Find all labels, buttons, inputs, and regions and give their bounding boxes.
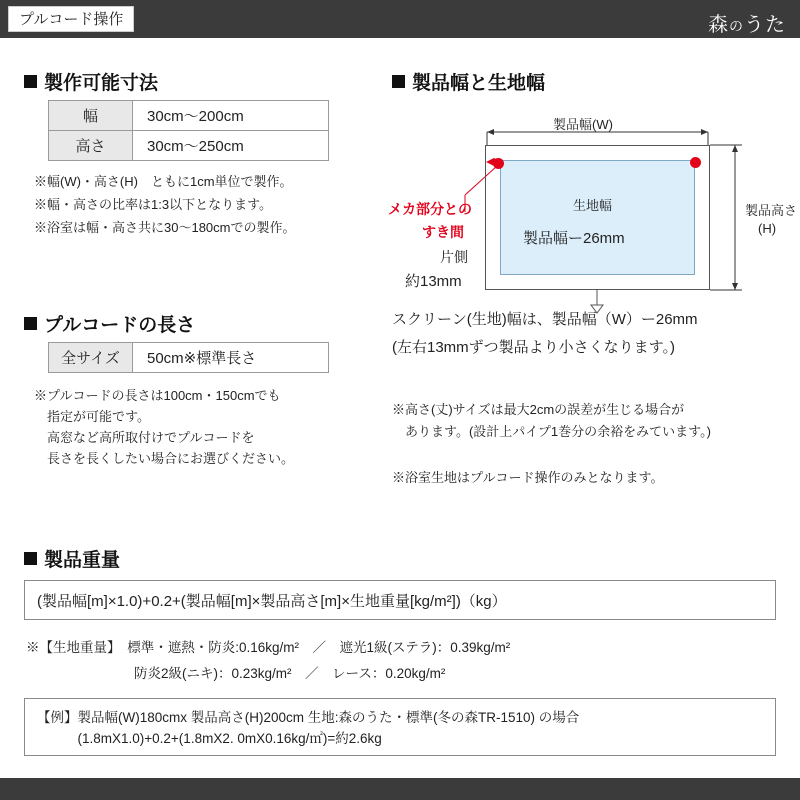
table-row <box>49 101 329 131</box>
left-mechanism-dot <box>493 158 504 169</box>
section-title-width <box>392 68 545 95</box>
cord-note-2: 高窓など高所取付けでプルコードを <box>34 430 255 445</box>
cord-row-value-0: 50cm※標準長さ <box>133 343 329 373</box>
section-title-cord <box>24 310 195 337</box>
size-note-1: ※幅・高さの比率は1:3以下となります。 <box>34 197 273 212</box>
width-note-1: (左右13mmずつ製品より小さくなります。) <box>392 339 675 356</box>
size-table <box>48 100 329 161</box>
weight-formula-text: (製品幅[m]×1.0)+0.2+(製品幅[m]×製品高さ[m]×生地重量[kg/m²])（kg） <box>37 592 507 610</box>
section-title-weight-text: 製品重量 <box>44 550 121 571</box>
table-row <box>49 343 329 373</box>
diagram-gap-line-2: すき間 <box>422 224 464 240</box>
width-note2-2: ※浴室生地はプルコード操作のみとなります。 <box>392 470 664 485</box>
weight-formula-box <box>24 580 776 620</box>
width-note2-0: ※高さ(丈)サイズは最大2cmの誤差が生じる場合が <box>392 402 685 417</box>
diagram-height-label-1: 製品高さ <box>745 203 798 218</box>
size-row-value-0: 30cm〜200cm <box>133 101 329 131</box>
diagram-gap-line-4: 約13mm <box>405 273 462 290</box>
diagram-top-label: 製品幅(W) <box>553 117 613 132</box>
weight-note-1: 防炎2級(ニキ)：0.23kg/m² ／ レース：0.20kg/m² <box>26 666 446 681</box>
section-title-width-text: 製品幅と生地幅 <box>412 73 546 94</box>
weight-example-line-0: 【例】製品幅(W)180cmx 製品高さ(H)200cm 生地:森のうた・標準(冬の森TR-1510) の場合 <box>37 710 580 725</box>
bullet-square-icon <box>24 552 37 565</box>
size-row-label-0: 幅 <box>49 101 133 131</box>
cord-note-0: ※プルコードの長さは100cm・150cmでも <box>34 388 281 403</box>
weight-note-0: ※【生地重量】 標準・遮熱・防炎:0.16kg/m² ／ 遮光1級(ステラ)：0.39kg/m² <box>26 640 511 655</box>
weight-example-line-1: (1.8mX1.0)+0.2+(1.8mX2. 0mX0.16kg/㎡)=約2.6kg <box>37 731 382 746</box>
brand-logo <box>708 8 786 37</box>
table-row <box>49 131 329 161</box>
diagram-fabric-formula: 製品幅ー26mm <box>523 230 625 247</box>
section-title-weight <box>24 545 120 572</box>
weight-example-box <box>24 698 776 756</box>
size-note-2: ※浴室は幅・高さ共に30〜180cmでの製作。 <box>34 220 296 235</box>
brand-logo-mid: の <box>729 19 744 35</box>
cord-table <box>48 342 329 373</box>
diagram-gap-line-1: メカ部分との <box>388 201 472 217</box>
cord-row-label-0: 全サイズ <box>49 343 133 373</box>
width-note2-1: あります。(設計上パイプ1巻分の余裕をみています。) <box>392 424 711 439</box>
bullet-square-icon <box>392 75 405 88</box>
bullet-square-icon <box>24 75 37 88</box>
width-note-0: スクリーン(生地)幅は、製品幅（W）ー26mm <box>392 311 698 328</box>
section-title-size <box>24 68 158 95</box>
header-tab-label: プルコード操作 <box>8 6 134 32</box>
diagram-fabric-label: 生地幅 <box>573 198 613 213</box>
brand-logo-end: うた <box>744 12 786 36</box>
section-title-size-text: 製作可能寸法 <box>44 73 159 94</box>
size-row-value-1: 30cm〜250cm <box>133 131 329 161</box>
product-width-diagram <box>388 100 798 320</box>
right-mechanism-dot <box>690 157 701 168</box>
cord-note-1: 指定が可能です。 <box>34 409 150 424</box>
diagram-gap-line-3: 片側 <box>440 249 468 265</box>
size-note-0: ※幅(W)・高さ(H) ともに1cm単位で製作。 <box>34 174 293 189</box>
page-footer-bar <box>0 778 800 800</box>
cord-note-3: 長さを長くしたい場合にお選びください。 <box>34 451 295 466</box>
bullet-square-icon <box>24 317 37 330</box>
diagram-height-label-2: (H) <box>758 221 777 236</box>
page-header <box>0 0 800 38</box>
brand-logo-main: 森 <box>708 12 729 36</box>
size-row-label-1: 高さ <box>49 131 133 161</box>
fabric-area <box>500 160 695 275</box>
section-title-cord-text: プルコードの長さ <box>44 315 196 336</box>
